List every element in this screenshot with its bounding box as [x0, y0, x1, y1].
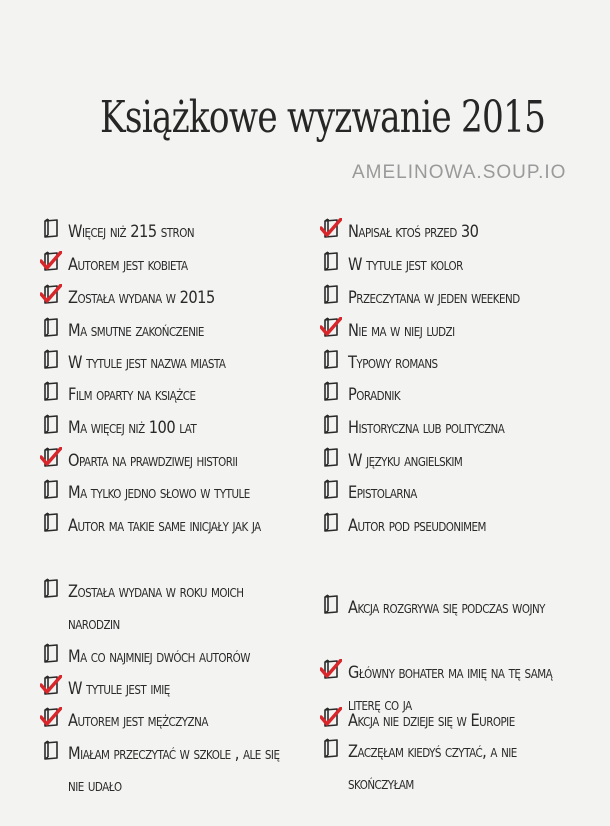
open-book-icon	[40, 349, 62, 371]
checked-book-icon	[320, 659, 342, 681]
checklist-item-label: Przeczytana w jeden weekend	[348, 288, 520, 308]
checklist-item-label: Autor ma takie same inicjały jak ja	[68, 516, 261, 536]
open-book-icon	[40, 578, 62, 600]
red-checkmark-icon	[41, 448, 61, 464]
checklist-item-label: W języku angielskim	[348, 451, 463, 471]
checked-book-icon	[320, 218, 342, 240]
checklist-item-label: Ma tylko jedno słowo w tytule	[68, 483, 250, 503]
checked-book-icon	[40, 284, 62, 306]
open-book-icon	[40, 414, 62, 436]
open-book-icon	[320, 284, 342, 306]
checklist-item-label: Akcja nie dzieje się w Europie	[348, 711, 515, 731]
checklist-item-label: Typowy romans	[348, 353, 438, 373]
checklist-item-label: Film oparty na książce	[68, 385, 196, 405]
checklist-item-label: Autor pod pseudonimem	[348, 516, 486, 536]
open-book-icon	[40, 317, 62, 339]
checked-book-icon	[40, 675, 62, 697]
red-checkmark-icon	[41, 285, 61, 301]
checklist-item-label: Historyczna lub polityczna	[348, 418, 505, 438]
open-book-icon	[320, 594, 342, 616]
checklist-item-label: Została wydana w 2015	[68, 288, 215, 308]
checklist-item-label: Oparta na prawdziwej historii	[68, 451, 238, 471]
checklist-item-label: W tytule jest nazwa miasta	[68, 353, 226, 373]
checked-book-icon	[320, 707, 342, 729]
open-book-icon	[320, 251, 342, 273]
checklist-item-label: Epistolarna	[348, 483, 417, 503]
open-book-icon	[320, 447, 342, 469]
source-url: AMELINOWA.SOUP.IO	[352, 162, 567, 183]
checklist-item-label: Napisał ktoś przed 30	[348, 222, 479, 242]
open-book-icon	[40, 643, 62, 665]
open-book-icon	[320, 381, 342, 403]
checklist-item-label: Więcej niż 215 stron	[68, 222, 195, 242]
open-book-icon	[320, 414, 342, 436]
page-title: Książkowe wyzwanie 2015	[100, 92, 546, 143]
checked-book-icon	[40, 447, 62, 469]
checked-book-icon	[40, 707, 62, 729]
red-checkmark-icon	[41, 676, 61, 692]
red-checkmark-icon	[321, 660, 341, 676]
checklist-item-label: Poradnik	[348, 385, 401, 405]
open-book-icon	[40, 218, 62, 240]
open-book-icon	[40, 512, 62, 534]
checklist-item-label: Miałam przeczytać w szkole , ale się nie udało	[68, 744, 280, 796]
red-checkmark-icon	[321, 318, 341, 334]
checklist-item-label: Autorem jest mężczyzna	[68, 711, 208, 731]
checklist-item-label: Ma więcej niż 100 lat	[68, 418, 197, 438]
open-book-icon	[320, 512, 342, 534]
checklist-item-label: Zaczęłam kiedyś czytać, a nie skończyłam	[348, 742, 517, 794]
open-book-icon	[40, 381, 62, 403]
checked-book-icon	[40, 251, 62, 273]
checklist-item-label: Główny bohater ma imię na tę samą literę co ja	[348, 663, 553, 715]
checklist-item-label: Została wydana w roku moich narodzin	[68, 582, 244, 634]
red-checkmark-icon	[321, 708, 341, 724]
open-book-icon	[40, 740, 62, 762]
open-book-icon	[320, 738, 342, 760]
checklist-item-label: Ma smutne zakończenie	[68, 321, 204, 341]
checklist-item-label: Akcja rozgrywa się podczas wojny	[348, 598, 545, 618]
checklist-item-label: Autorem jest kobieta	[68, 255, 188, 275]
red-checkmark-icon	[41, 252, 61, 268]
checklist-item-label: Nie ma w niej ludzi	[348, 321, 455, 341]
open-book-icon	[320, 349, 342, 371]
checked-book-icon	[320, 317, 342, 339]
checklist-item-label: W tytule jest imię	[68, 679, 170, 699]
red-checkmark-icon	[41, 708, 61, 724]
red-checkmark-icon	[321, 219, 341, 235]
open-book-icon	[40, 479, 62, 501]
checklist-item-label: Ma co najmniej dwóch autorów	[68, 647, 250, 667]
open-book-icon	[320, 479, 342, 501]
checklist-item-label: W tytule jest kolor	[348, 255, 463, 275]
